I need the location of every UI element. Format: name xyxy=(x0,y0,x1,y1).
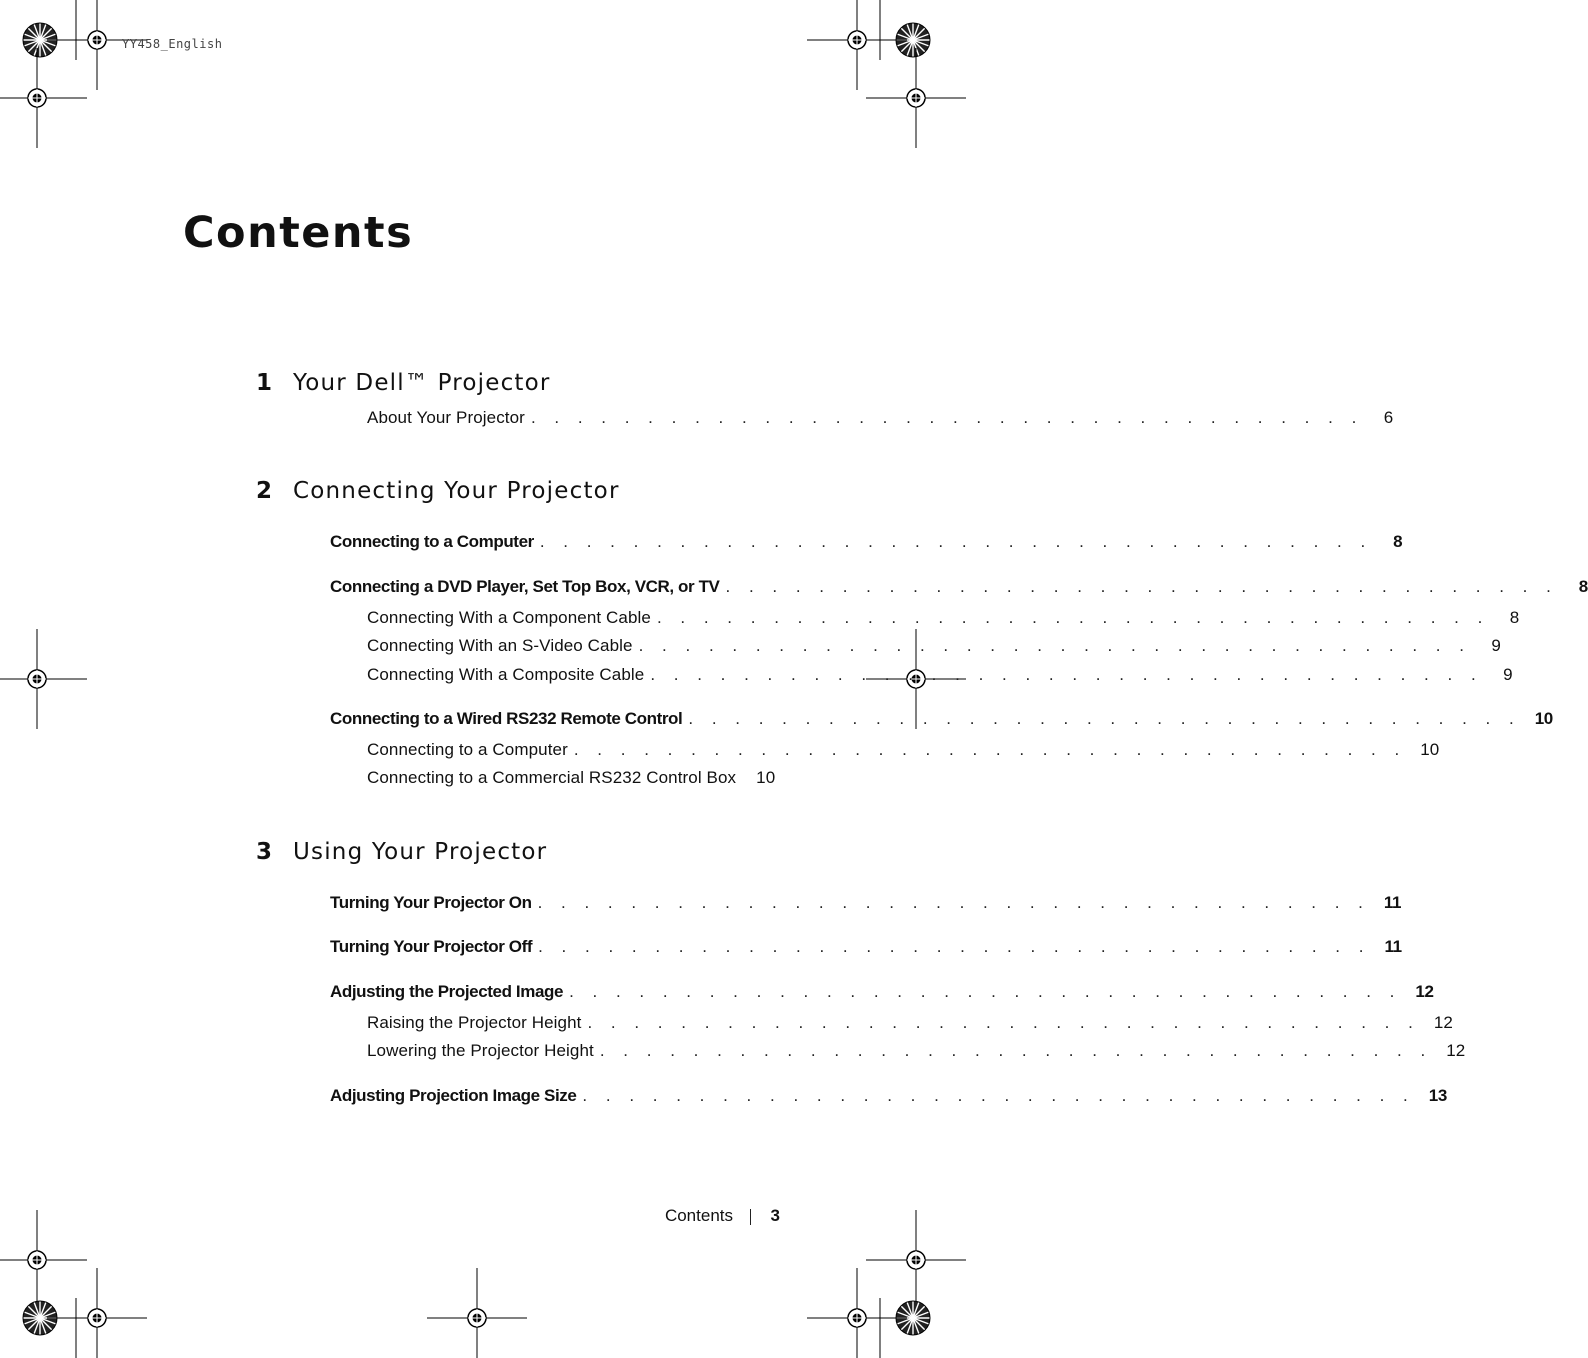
toc-entry[interactable] xyxy=(330,893,1402,915)
toc-entry-text: Lowering the Projector Height xyxy=(367,1041,594,1060)
toc-entry[interactable] xyxy=(330,532,1403,554)
toc-entry[interactable] xyxy=(367,408,1394,430)
leader-dots: . . . . . . . . . . . . . . . . . . . . . . . . . . . . . . . . . . . . xyxy=(688,709,1521,728)
leader-dots: . . . . . . . . . . . . . . . . . . . . . . . . . . . . . . . . . . . . xyxy=(530,408,1364,427)
leader-dots: . . . . . . . . . . . . . . . . . . . . . . . . . . . . . . . . . . . . xyxy=(573,740,1407,759)
footer-divider xyxy=(750,1209,751,1225)
toc-entry[interactable] xyxy=(367,740,1440,762)
toc-entry[interactable] xyxy=(330,577,1588,599)
crosshair-icon xyxy=(866,48,966,148)
chapter-number: 1 xyxy=(256,370,273,396)
job-label: YY458_English xyxy=(122,37,223,51)
toc-entry[interactable] xyxy=(367,1041,1466,1063)
toc-entry-page: 11 xyxy=(1384,937,1402,956)
toc-entry[interactable] xyxy=(330,982,1434,1004)
leader-dots: . . . . . . . . . . . . . . . . . . . . . . . . . . . . . . . . . . . . xyxy=(638,636,1471,655)
toc-entry-page: 9 xyxy=(1503,665,1513,684)
toc-entry-text: Connecting to a Wired RS232 Remote Control xyxy=(330,709,683,728)
crosshair-icon xyxy=(866,1210,966,1310)
toc-entry-page: 10 xyxy=(756,768,776,787)
crosshair-icon xyxy=(47,1268,147,1358)
leader-dots: . . . . . . . . . . . . . . . . . . . . . . . . . . . . . . . . . . . . xyxy=(599,1041,1433,1060)
toc-entry-page: 8 xyxy=(1393,532,1403,551)
crosshair-icon xyxy=(0,48,87,148)
toc-entry-page: 12 xyxy=(1415,982,1434,1001)
leader-dots: . . . . . . . . . . . . . . . . . . . . . . . . . . . . . . . . . . . . xyxy=(725,577,1558,596)
crosshair-icon xyxy=(807,1268,907,1358)
toc-entry-text: About Your Projector xyxy=(367,408,525,427)
page-footer xyxy=(600,1206,780,1228)
toc-entry-text: Connecting to a Computer xyxy=(367,740,568,759)
chapter-title: Connecting Your Projector xyxy=(293,478,620,504)
crosshair-icon xyxy=(0,629,87,729)
toc-entry-page: 6 xyxy=(1383,408,1394,427)
leader-dots: . . . . . . . . . . . . . . . . . . . . . . . . . . . . . . . . . . . . xyxy=(539,532,1373,551)
crosshair-icon xyxy=(427,1268,527,1358)
toc-entry-text: Connecting With a Composite Cable xyxy=(367,665,645,684)
toc-entry[interactable] xyxy=(367,1013,1453,1035)
toc-entry-page: 11 xyxy=(1383,893,1402,912)
chapter-title: Your Dell™ Projector xyxy=(293,370,551,396)
toc-entry-page: 10 xyxy=(1534,709,1553,728)
footer-page-number: 3 xyxy=(770,1206,780,1225)
toc-entry-page: 8 xyxy=(1509,608,1520,627)
crosshair-icon xyxy=(807,0,907,90)
toc-entry[interactable] xyxy=(330,937,1402,959)
toc-entry-text: Turning Your Projector On xyxy=(330,893,532,912)
toc-entry-text: Turning Your Projector Off xyxy=(330,937,533,956)
leader-dots: . . . . . . . . . . . . . . . . . . . . . . . . . . . . . . . . . . . . xyxy=(537,893,1370,912)
toc-entry-text: Raising the Projector Height xyxy=(367,1013,582,1032)
toc-entry[interactable] xyxy=(367,608,1520,630)
toc-entry-page: 12 xyxy=(1446,1041,1466,1060)
toc-entry[interactable] xyxy=(330,1086,1447,1108)
leader-dots: . . . . . . . . . . . . . . . . . . . . . . . . . . . . . . . . . . . . xyxy=(650,665,1483,684)
toc-entry-page: 9 xyxy=(1491,636,1501,655)
toc-entry-text: Connecting to a Commercial RS232 Control Box xyxy=(367,768,737,787)
chapter-title: Using Your Projector xyxy=(293,839,548,865)
toc-entry-text: Adjusting the Projected Image xyxy=(330,982,564,1001)
toc-entry-page: 10 xyxy=(1420,740,1440,759)
page-title: Contents xyxy=(183,208,414,258)
toc-entry[interactable] xyxy=(330,709,1553,731)
toc-entry-text: Connecting With an S-Video Cable xyxy=(367,636,633,655)
toc-entry[interactable] xyxy=(367,636,1501,658)
toc-entry-text: Connecting With a Component Cable xyxy=(367,608,651,627)
leader-dots: . . . . . . . . . . . . . . . . . . . . . . . . . . . . . . . . . . . . xyxy=(587,1013,1420,1032)
chapter-number: 3 xyxy=(256,839,273,865)
toc-entry-text: Connecting a DVD Player, Set Top Box, VCR, or TV xyxy=(330,577,720,596)
toc-entry[interactable] xyxy=(367,768,776,790)
toc-entry-text: Connecting to a Computer xyxy=(330,532,534,551)
toc-entry[interactable] xyxy=(367,665,1513,687)
toc-entry-page: 12 xyxy=(1433,1013,1453,1032)
leader-dots: . . . . . . . . . . . . . . . . . . . . . . . . . . . . . . . . . . . . xyxy=(569,982,1402,1001)
toc-entry-page: 8 xyxy=(1578,577,1588,596)
leader-dots: . . . . . . . . . . . . . . . . . . . . . . . . . . . . . . . . . . . . xyxy=(538,937,1371,956)
leader-dots: . . . . . . . . . . . . . . . . . . . . . . . . . . . . . . . . . . . . xyxy=(656,608,1490,627)
footer-label: Contents xyxy=(664,1206,733,1225)
chapter-number: 2 xyxy=(256,478,273,504)
crosshair-icon xyxy=(0,1210,87,1310)
leader-dots: . . . . . . . . . . . . . . . . . . . . . . . . . . . . . . . . . . . . xyxy=(582,1086,1415,1105)
toc-entry-text: Adjusting Projection Image Size xyxy=(330,1086,577,1105)
toc-entry-page: 13 xyxy=(1428,1086,1447,1105)
